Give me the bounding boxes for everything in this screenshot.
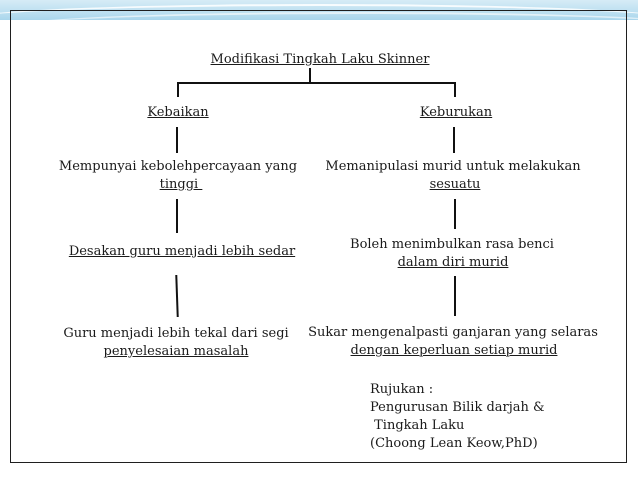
- left-connector-1: [176, 127, 178, 153]
- reference-line-1: Rujukan :: [370, 382, 434, 397]
- reference-line-3: Tingkah Laku: [370, 418, 465, 433]
- branch-connector: [177, 82, 455, 84]
- left-item-2: Desakan guru menjadi lebih sedar: [68, 244, 296, 259]
- right-connector-2: [454, 199, 456, 229]
- left-item-1-line-2: tinggi: [159, 177, 203, 192]
- title-connector: [309, 68, 311, 82]
- reference-line-4: (Choong Lean Keow,PhD): [370, 436, 538, 451]
- left-branch-connector: [177, 82, 179, 97]
- right-item-3-line-2: dengan keperluan setiap murid: [350, 343, 558, 358]
- right-item-2-line-2: dalam diri murid: [397, 255, 509, 270]
- reference-line-2: Pengurusan Bilik darjah &: [370, 400, 545, 415]
- heading-kebaikan: Kebaikan: [147, 105, 209, 120]
- left-connector-2: [176, 199, 178, 233]
- right-item-1-line-2: sesuatu: [429, 177, 481, 192]
- diagram-title: Modifikasi Tingkah Laku Skinner: [210, 52, 430, 67]
- right-item-2-line-1: Boleh menimbulkan rasa benci: [350, 237, 554, 252]
- left-item-3-line-2: penyelesaian masalah: [103, 344, 249, 359]
- right-item-3-line-1: Sukar mengenalpasti ganjaran yang selaras: [308, 325, 598, 340]
- right-branch-connector: [454, 82, 456, 97]
- right-connector-1: [453, 127, 455, 153]
- reference-block: [370, 381, 545, 453]
- heading-keburukan: Keburukan: [419, 105, 493, 120]
- right-connector-3: [454, 276, 456, 316]
- left-item-3-line-1: Guru menjadi lebih tekal dari segi: [63, 326, 289, 341]
- left-item-1-line-1: Mempunyai kebolehpercayaan yang: [58, 159, 298, 174]
- right-item-1-line-1: Memanipulasi murid untuk melakukan: [325, 159, 581, 174]
